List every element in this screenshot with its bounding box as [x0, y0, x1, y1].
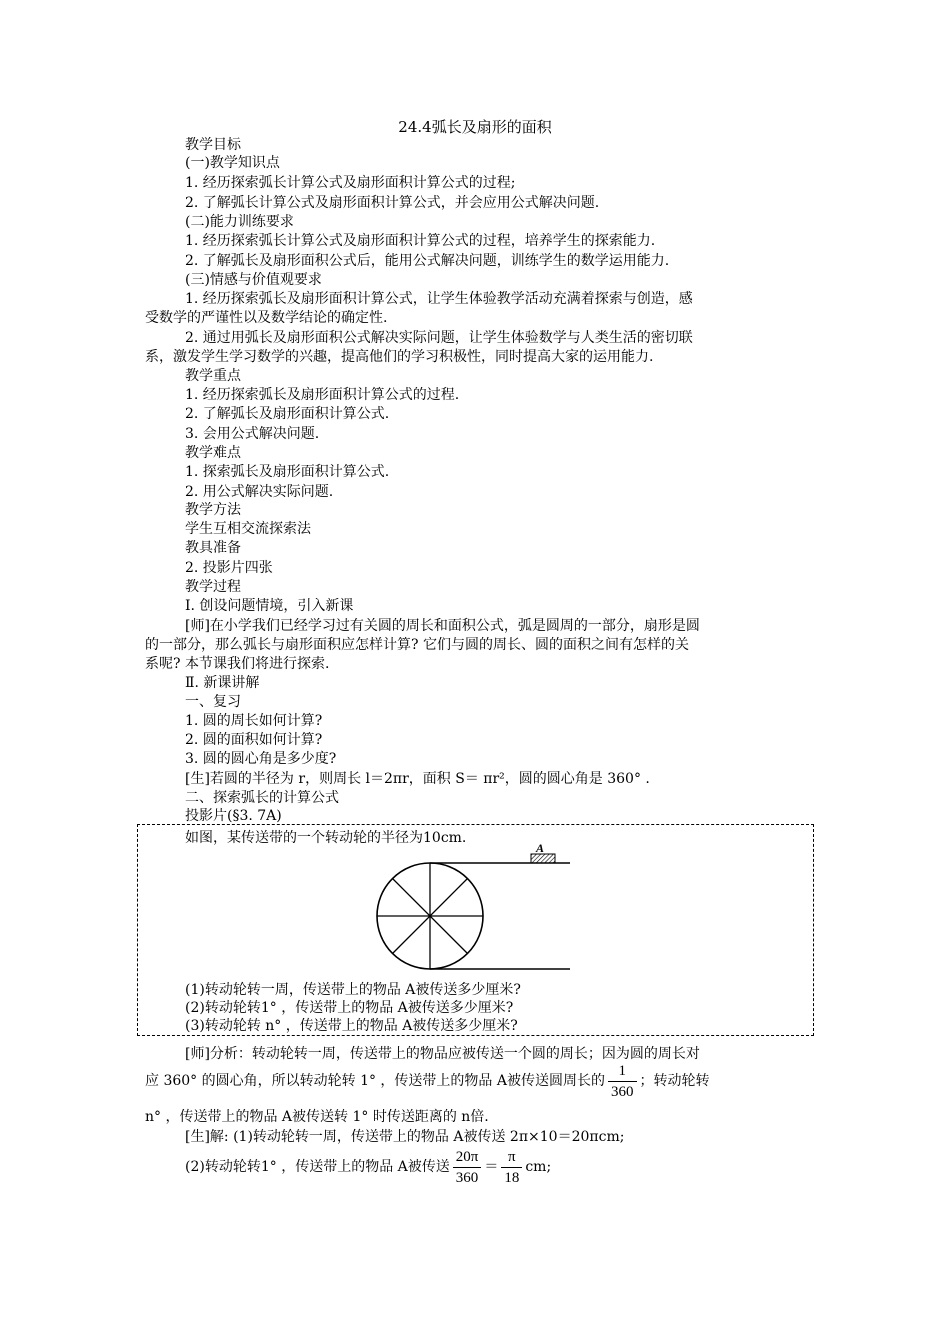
slide-question-1: (1)转动轮转一周，传送带上的物品 A被传送多少厘米?: [185, 982, 521, 998]
page-title: 24.4弧长及扇形的面积: [398, 118, 552, 136]
text-line: 2. 了解弧长及扇形面积计算公式.: [185, 406, 390, 422]
equals-sign: ＝: [484, 1159, 499, 1175]
text-line: 投影片(§3. 7A): [185, 808, 282, 824]
solution-line: [生]解: (1)转动轮转一周，传送带上的物品 A被传送 2π×10＝20πcm;: [185, 1129, 625, 1145]
subsection-heading: 一、复习: [185, 694, 241, 710]
subheading-ability: (二)能力训练要求: [185, 214, 294, 230]
text-line: 系，激发学生学习数学的兴趣，提高他们的学习积极性，同时提高大家的运用能力.: [145, 349, 654, 365]
fraction-denominator: 18: [504, 1169, 520, 1186]
text-line: 2. 了解弧长及扇形面积公式后，能用公式解决问题，训练学生的数学运用能力.: [185, 253, 670, 269]
text-line: [师]在小学我们已经学习过有关圆的周长和面积公式，弧是圆周的一部分，扇形是圆: [185, 618, 700, 634]
text-line: 1. 探索弧长及扇形面积计算公式.: [185, 464, 390, 480]
fraction-numerator: π: [501, 1147, 522, 1168]
section-heading: Ⅱ. 新课讲解: [185, 675, 260, 691]
analysis-line: [师]分析：转动轮转一周，传送带上的物品应被传送一个圆的周长；因为圆的周长对: [185, 1046, 700, 1062]
text-line: 2. 了解弧长计算公式及扇形面积计算公式，并会应用公式解决问题.: [185, 195, 600, 211]
object-a-block: [531, 854, 555, 863]
fraction-denominator: 360: [455, 1169, 479, 1186]
text-line: 1. 经历探索弧长及扇形面积计算公式，让学生体验教学活动充满着探索与创造，感: [185, 291, 693, 307]
text-line: 系呢? 本节课我们将进行探索.: [145, 656, 330, 672]
text-line: 3. 会用公式解决问题.: [185, 426, 320, 442]
solution-line-with-fractions: [185, 1145, 845, 1189]
solution-text: (2)转动轮转1° ，传送带上的物品 A被传送: [185, 1159, 450, 1175]
heading-key-points: 教学重点: [185, 368, 241, 384]
fraction-pi-over-18: [501, 1147, 522, 1188]
text-line: 1. 经历探索弧长计算公式及扇形面积计算公式的过程，培养学生的探索能力.: [185, 233, 656, 249]
heading-objectives: 教学目标: [185, 137, 241, 153]
subheading-knowledge: (一)教学知识点: [185, 155, 280, 171]
text-line: 2. 用公式解决实际问题.: [185, 484, 334, 500]
fraction-1-over-360: [608, 1061, 637, 1102]
text-line: 3. 圆的圆心角是多少度?: [185, 751, 337, 767]
section-heading: Ⅰ. 创设问题情境，引入新课: [185, 598, 354, 614]
heading-methods: 教学方法: [185, 502, 241, 518]
analysis-line: n° ，传送带上的物品 A被传送转 1° 时传送距离的 n倍.: [145, 1109, 489, 1125]
subsection-heading: 二、探索弧长的计算公式: [185, 790, 339, 806]
text-line: 1. 经历探索弧长计算公式及扇形面积计算公式的过程;: [185, 175, 516, 191]
text-line: 受数学的严谨性以及数学结论的确定性.: [145, 310, 388, 326]
slide-intro: 如图，某传送带的一个转动轮的半径为10cm.: [185, 830, 467, 846]
fraction-20pi-over-360: [453, 1147, 482, 1188]
text-line: 1. 圆的周长如何计算?: [185, 713, 323, 729]
solution-text: cm;: [525, 1159, 552, 1175]
fraction-numerator: 1: [608, 1061, 637, 1082]
object-a-label: A: [536, 842, 545, 855]
slide-question-3: (3)转动轮转 n° ，传送带上的物品 A被传送多少厘米?: [185, 1018, 518, 1034]
text-line: 2. 投影片四张: [185, 560, 273, 576]
text-line: [生]若圆的半径为 r，则周长 l＝2πr，面积 S＝ πr²，圆的圆心角是 360° .: [185, 771, 650, 787]
heading-process: 教学过程: [185, 579, 241, 595]
subheading-values: (三)情感与价值观要求: [185, 272, 322, 288]
analysis-text: ；转动轮转: [639, 1073, 710, 1089]
heading-materials: 教具准备: [185, 540, 241, 556]
fraction-numerator: 20π: [453, 1147, 482, 1168]
text-line: 1. 经历探索弧长及扇形面积计算公式的过程.: [185, 387, 460, 403]
analysis-text: 应 360° 的圆心角，所以转动轮转 1° ，传送带上的物品 A被传送圆周长的: [145, 1073, 605, 1089]
text-line: 学生互相交流探索法: [185, 521, 311, 537]
text-line: 2. 通过用弧长及扇形面积公式解决实际问题，让学生体验数学与人类生活的密切联: [185, 330, 693, 346]
fraction-denominator: 360: [611, 1083, 634, 1100]
text-line: 的一部分，那么弧长与扇形面积应怎样计算? 它们与圆的周长、圆的面积之间有怎样的关: [145, 637, 689, 653]
analysis-line-with-fraction: [145, 1060, 805, 1102]
conveyor-wheel-figure: [370, 842, 580, 982]
slide-question-2: (2)转动轮转1° ，传送带上的物品 A被传送多少厘米?: [185, 1000, 514, 1016]
heading-difficulties: 教学难点: [185, 445, 241, 461]
text-line: 2. 圆的面积如何计算?: [185, 732, 323, 748]
